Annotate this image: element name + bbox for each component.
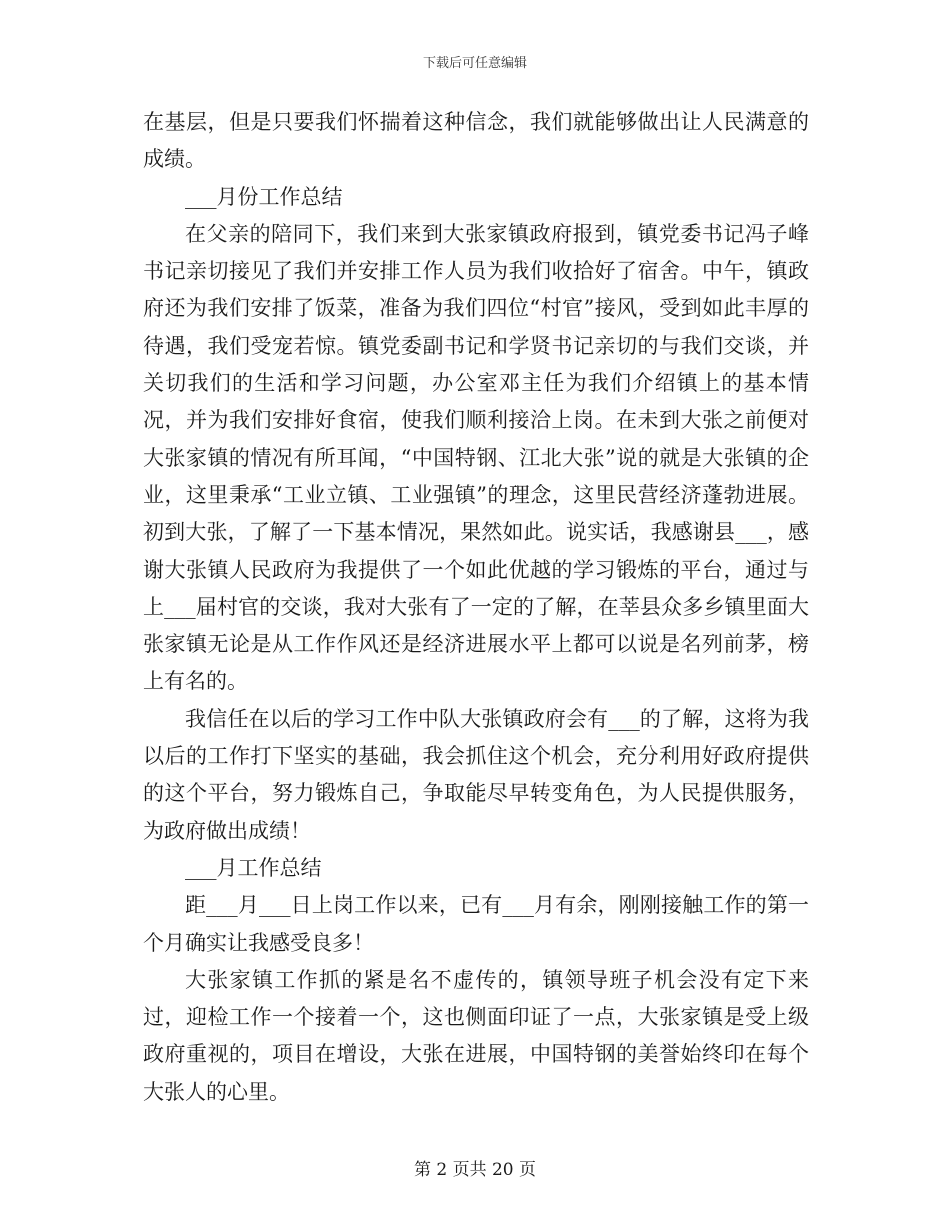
paragraph-continuation: 在基层，但是只要我们怀揣着这种信念，我们就能够做出让人民满意的成绩。 [143,110,809,172]
paragraph-since-onboarding: 距___月___日上岗工作以来，已有___月有余，刚刚接触工作的第一个月确实让我感受良多！ [143,893,809,955]
document-body [143,104,809,1111]
paragraph-trust: 我信任在以后的学习工作中队大张镇政府会有___的了解，这将为我以后的工作打下坚实的基础，我会抓住这个机会，充分利用好政府提供的这个平台，努力锻炼自己，争取能尽早转变角色，为人民提供服务，为政府做出成绩！ [143,706,809,843]
section-heading-month-summary: ___月工作总结 [185,855,322,880]
paragraph-arrival: 在父亲的陪同下，我们来到大张家镇政府报到，镇党委书记冯子峰书记亲切接见了我们并安排工作人员为我们收拾好了宿舍。中午，镇政府还为我们安排了饭菜，准备为我们四位“村官”接风，受到如此丰厚的待遇，我们受宠若惊。镇党委副书记和学贤书记亲切的与我们交谈，并关切我们的生活和学习问题，办公室邓主任为我们介绍镇上的基本情况，并为我们安排好食宿，使我们顺利接洽上岗。在未到大张之前便对大张家镇的情况有所耳闻，“中国特钢、江北大张”说的就是大张镇的企业，这里秉承“工业立镇、工业强镇”的理念，这里民营经济蓬勃进展。初到大张，了解了一下基本情况，果然如此。说实话，我感谢县___，感谢大张镇人民政府为我提供了一个如此优越的学习锻炼的平台，通过与上___届村官的交谈，我对大张有了一定的了解，在莘县众多乡镇里面大张家镇无论是从工作作风还是经济进展水平上都可以说是名列前茅，榜上有名的。 [143,221,809,694]
paragraph-town-work: 大张家镇工作抓的紧是名不虚传的，镇领导班子机会没有定下来过，迎检工作一个接着一个，这也侧面印证了一点，大张家镇是受上级政府重视的，项目在增设，大张在进展，中国特钢的美誉始终印在每个大张人的心里。 [143,967,809,1104]
section-heading-monthly-summary: ___月份工作总结 [185,184,343,209]
page-number-footer: 第 2 页共 20 页 [413,1160,537,1180]
header-note: 下载后可任意编辑 [422,56,527,71]
